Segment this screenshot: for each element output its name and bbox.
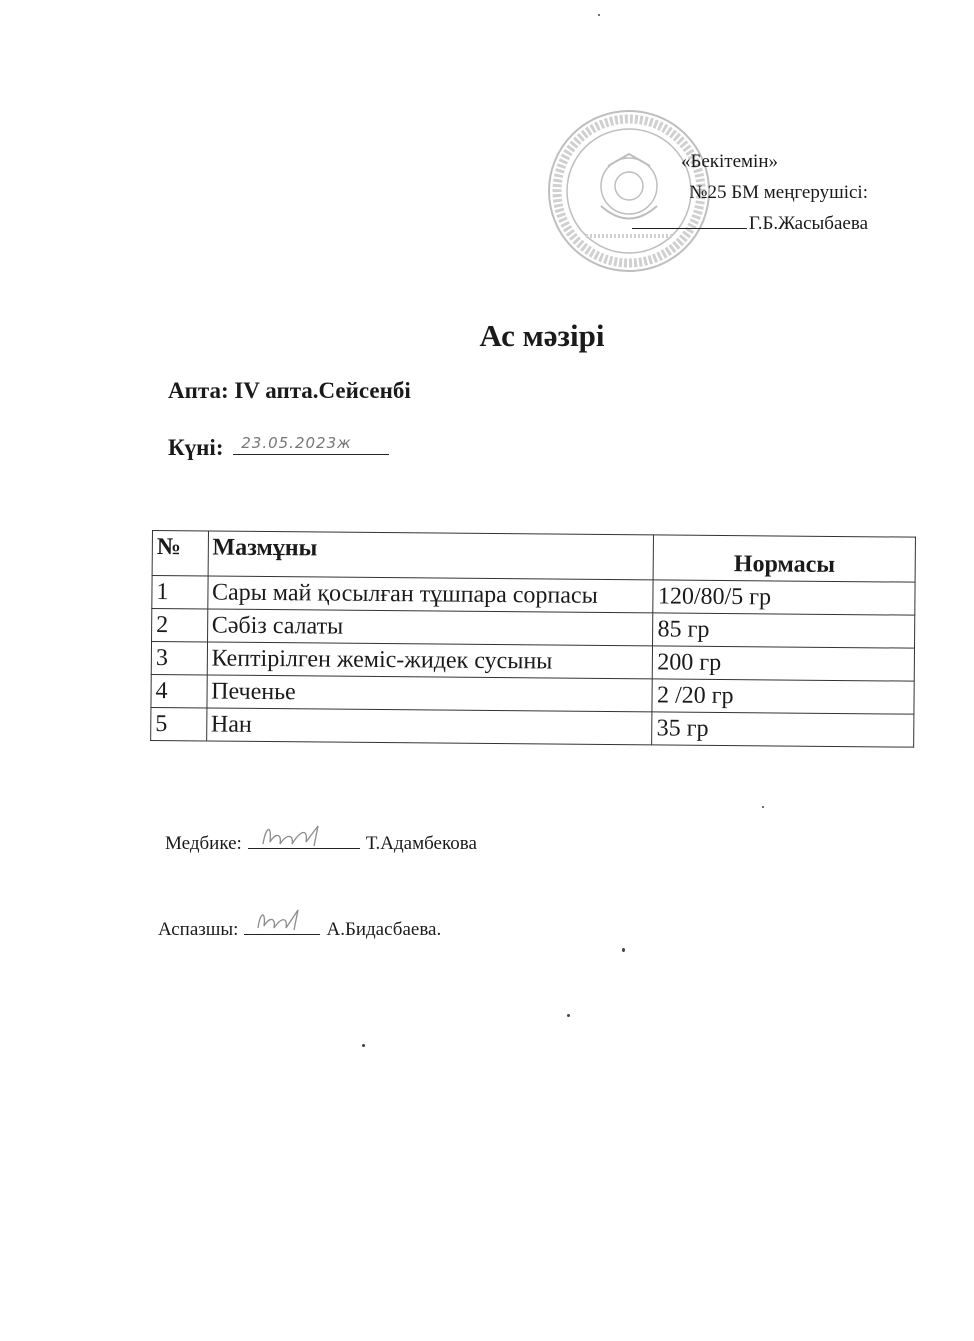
row-content: Кептірілген жеміс-жидек сусыны (207, 642, 653, 679)
cook-signature-line (244, 918, 320, 935)
date-label: Күні: (168, 435, 224, 460)
row-content: Сары май қосылған тұшпара сорпасы (207, 576, 653, 613)
approval-position: №25 БМ меңгерушісі: (689, 182, 868, 203)
row-num: 2 (152, 609, 208, 642)
row-norm: 35 гр (652, 712, 914, 747)
nurse-label: Медбике: (165, 833, 242, 854)
scan-speck (567, 1014, 570, 1017)
approval-heading: «Бекітемін» (680, 151, 778, 172)
cook-label: Аспазшы: (158, 919, 239, 940)
signature-scribble-icon (254, 904, 314, 936)
scan-speck (622, 948, 625, 952)
row-norm: 120/80/5 гр (653, 580, 915, 615)
row-content: Сәбіз салаты (207, 609, 653, 646)
table-header-row (152, 531, 915, 583)
header-norm: Нормасы (654, 535, 916, 582)
week-label: Апта: IV апта.Сейсенбі (168, 378, 411, 403)
approval-director-name: Г.Б.Жасыбаева (748, 213, 868, 234)
header-content: Мазмұны (208, 531, 654, 580)
menu-table (150, 530, 916, 748)
row-content: Нан (206, 708, 652, 745)
scan-speck (362, 1044, 365, 1047)
row-num: 3 (151, 642, 207, 675)
header-num: № (152, 531, 208, 576)
date-field (233, 432, 389, 455)
page-title: Ас мәзірі (479, 318, 605, 353)
row-num: 4 (151, 674, 207, 707)
row-content: Печенье (207, 675, 653, 712)
date-row (168, 432, 389, 461)
scan-speck (762, 806, 764, 808)
nurse-signature-row (165, 832, 477, 855)
approval-block (600, 146, 868, 239)
row-norm: 2 /20 гр (652, 679, 914, 714)
cook-name: А.Бидасбаева. (326, 919, 442, 940)
date-value: 23.05.2023ж (241, 434, 352, 452)
row-num: 1 (152, 576, 208, 609)
nurse-signature-line (248, 832, 360, 849)
nurse-name: Т.Адамбекова (365, 833, 477, 854)
approval-signature-line (632, 212, 747, 229)
table-row (151, 707, 914, 747)
scan-speck (598, 14, 600, 16)
signature-scribble-icon (258, 818, 338, 852)
row-norm: 85 гр (653, 613, 915, 648)
cook-signature-row (158, 918, 441, 941)
row-num: 5 (151, 707, 207, 740)
row-norm: 200 гр (653, 646, 915, 681)
approval-signature-row (600, 208, 868, 239)
